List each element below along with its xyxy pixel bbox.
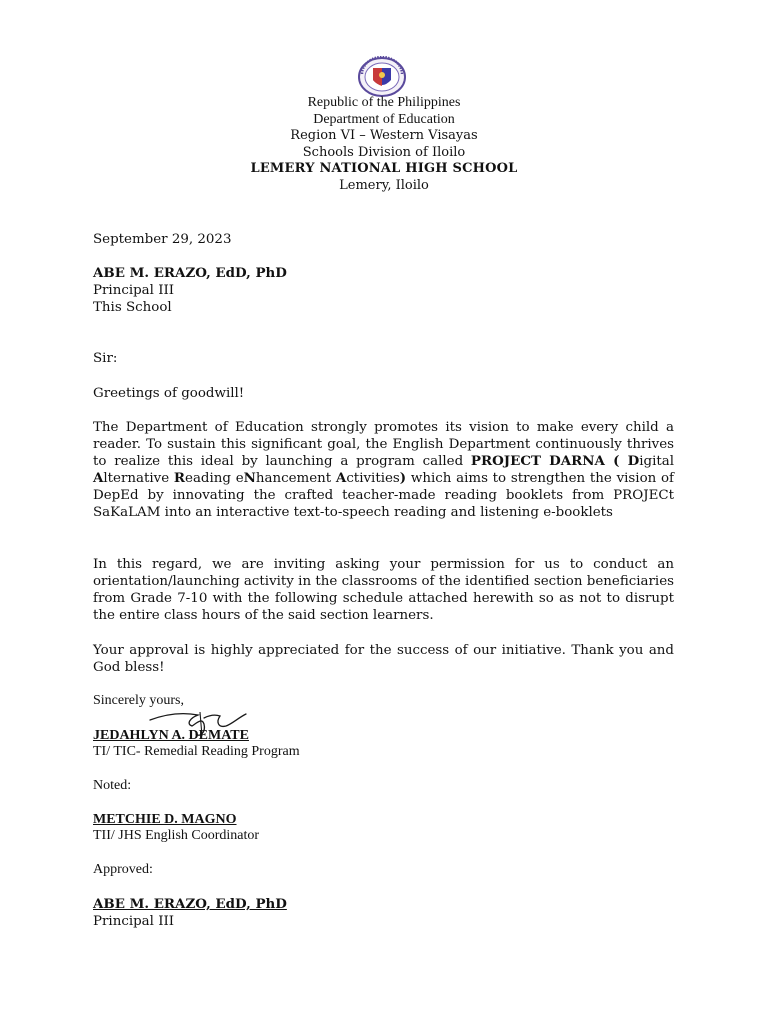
deped-seal-icon	[356, 56, 408, 98]
acronym-r-rest: eading e	[185, 471, 244, 486]
division-line: Schools Division of Iloilo	[302, 144, 466, 160]
project-name: PROJECT DARNA	[470, 453, 605, 469]
acronym-a-rest: lternative	[103, 471, 174, 486]
acronym-d-rest: igital	[639, 454, 675, 469]
republic-line: Republic of the Philippines	[307, 95, 461, 110]
sender-name: JEDAHLYN A. DEMATE	[93, 728, 249, 743]
sender-title: TI/ TIC- Remedial Reading Program	[93, 744, 300, 759]
noted-name: METCHIE D. MAGNO	[93, 812, 237, 827]
paren-open: (	[604, 453, 628, 469]
approved-name: ABE M. ERAZO, EdD, PhD	[93, 896, 287, 912]
body-paragraph-3: Your approval is highly appreciated for the success of our initiative. Thank you and God bless!	[93, 643, 674, 675]
noted-label: Noted:	[93, 778, 132, 793]
approved-block	[93, 896, 287, 913]
department-line: Department of Education	[313, 111, 455, 127]
recipient-position: Principal III	[93, 283, 175, 298]
noted-block	[93, 811, 237, 828]
salutation: Sir:	[93, 351, 118, 366]
acronym-a2-rest: ctivities	[346, 471, 400, 486]
acronym-n-rest: hancement	[255, 471, 336, 486]
acronym-n: N	[243, 470, 256, 486]
paren-close: )	[399, 470, 407, 486]
approved-title: Principal III	[93, 914, 175, 929]
school-address: Lemery, Iloilo	[339, 177, 429, 193]
recipient-name: ABE M. ERAZO, EdD, PhD	[93, 265, 287, 281]
body-paragraph-1	[93, 419, 674, 521]
region-line: Region VI – Western Visayas	[290, 128, 478, 143]
body-paragraph-2: In this regard, we are inviting asking your permission for us to conduct an orientation/launching activity in the classrooms of the identified section beneficiaries from Grade 7-10 with the following schedule attached herewith so as not to disrupt the entire class hours of the said section learners.	[93, 557, 674, 623]
approved-label: Approved:	[93, 862, 153, 877]
para1-intro: The Department of Education strongly promotes its vision to make every child a reader. To sustain this significant goal, the English Department continuously thrives to realize this ideal by launching a program called	[93, 420, 674, 469]
acronym-a2: A	[335, 470, 347, 486]
acronym-d: D	[627, 453, 640, 469]
sender-block	[93, 727, 249, 744]
closing: Sincerely yours,	[93, 693, 184, 708]
letterhead	[0, 95, 768, 194]
letter-date: September 29, 2023	[93, 232, 232, 247]
recipient-office: This School	[93, 300, 172, 315]
greeting: Greetings of goodwill!	[93, 386, 245, 401]
para1-rest: which aims to strengthen the vision of DepEd by innovating the crafted teacher-made reading booklets from PROJECt SaKaLAM into an interactive text-to-speech reading and listening e-booklets	[93, 471, 675, 520]
school-name: LEMERY NATIONAL HIGH SCHOOL	[250, 161, 518, 176]
acronym-a: A	[93, 470, 104, 486]
noted-title: TII/ JHS English Coordinator	[93, 828, 260, 843]
acronym-r: R	[173, 470, 186, 486]
